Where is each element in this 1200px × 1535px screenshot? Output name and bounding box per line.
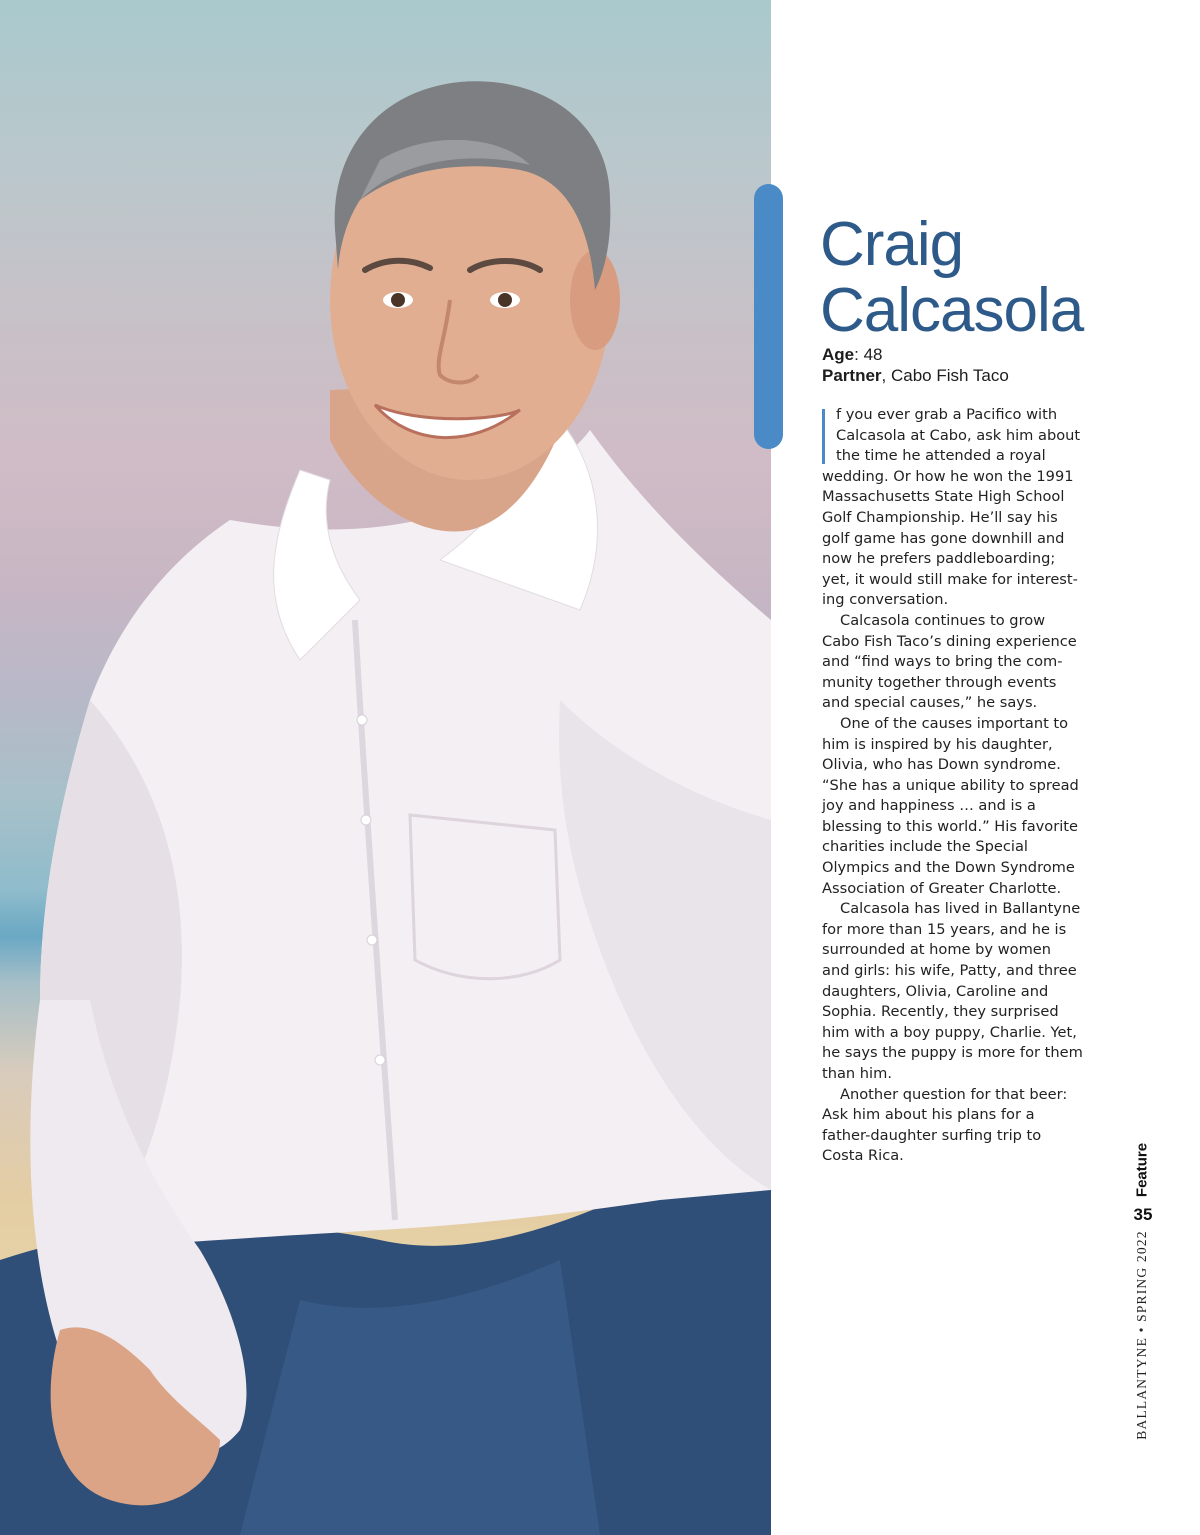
article-line: and special causes,” he says. [822,694,1038,712]
title-last-name: Calcasola [820,276,1084,345]
article-line: golf game has gone downhill and [822,529,1065,547]
age-value: : 48 [854,345,883,364]
article-line: now he prefers paddleboarding; [822,550,1056,568]
masthead-label: BALLANTYNE • SPRING 2022 [1134,1230,1149,1440]
article-line: him with a boy puppy, Charlie. Yet, [822,1023,1077,1041]
article-line: Calcasola has lived in Ballantyne [840,900,1081,918]
page-number: 35 [1133,1205,1153,1224]
article-line: Cabo Fish Taco’s dining experience [822,632,1077,650]
article-line: yet, it would still make for interest- [822,570,1078,588]
article-line: One of the causes important to [840,714,1069,732]
section-label: Feature [1133,1142,1151,1198]
age-label: Age [822,345,855,364]
article-line: Association of Greater Charlotte. [822,879,1062,897]
profile-facts [822,344,1009,386]
article-line: surrounded at home by women [822,941,1052,959]
article-line: Massachusetts State High School [822,488,1065,506]
title-first-name: Craig [820,210,964,279]
article-line: father-daughter surfing trip to [822,1126,1042,1144]
article-line: him is inspired by his daughter, [822,735,1053,753]
article-line: ing conversation. [822,591,949,609]
role-value: , Cabo Fish Taco [881,366,1009,385]
article-body [822,405,1112,1167]
article-line: and “find ways to bring the com- [822,653,1063,671]
article-line: munity together through events [822,673,1057,691]
article-line: blessing to this world.” His favorite [822,817,1078,835]
article-line: and girls: his wife, Patty, and three [822,962,1077,980]
age-row [822,344,1009,365]
role-row [822,365,1009,386]
page-title [820,212,1083,344]
article-line: Ask him about his plans for a [822,1106,1035,1124]
accent-bar [754,184,783,449]
article-line: wedding. Or how he won the 1991 [822,467,1074,485]
article-line: Sophia. Recently, they surprised [822,1003,1059,1021]
article-line: Golf Championship. He’ll say his [822,508,1058,526]
article-line: he says the puppy is more for them [822,1044,1083,1062]
article-line: Costa Rica. [822,1147,904,1165]
article-line: Another question for that beer: [840,1085,1068,1103]
article-line: Calcasola at Cabo, ask him about [836,426,1081,444]
article-line: than him. [822,1065,892,1082]
article-line: Calcasola continues to grow [840,611,1046,629]
article-line: charities include the Special [822,838,1028,856]
article-line: “She has a unique ability to spread [822,776,1079,794]
article-line: for more than 15 years, and he is [822,920,1067,938]
article-line: Olivia, who has Down syndrome. [822,756,1061,774]
article-line: the time he attended a royal [836,447,1046,465]
article-line: f you ever grab a Pacifico with [822,405,1112,426]
article-line: daughters, Olivia, Caroline and [822,982,1049,1000]
article-line: Olympics and the Down Syndrome [822,859,1075,877]
role-label: Partner [822,366,882,385]
article-line: joy and happiness … and is a [822,797,1036,815]
